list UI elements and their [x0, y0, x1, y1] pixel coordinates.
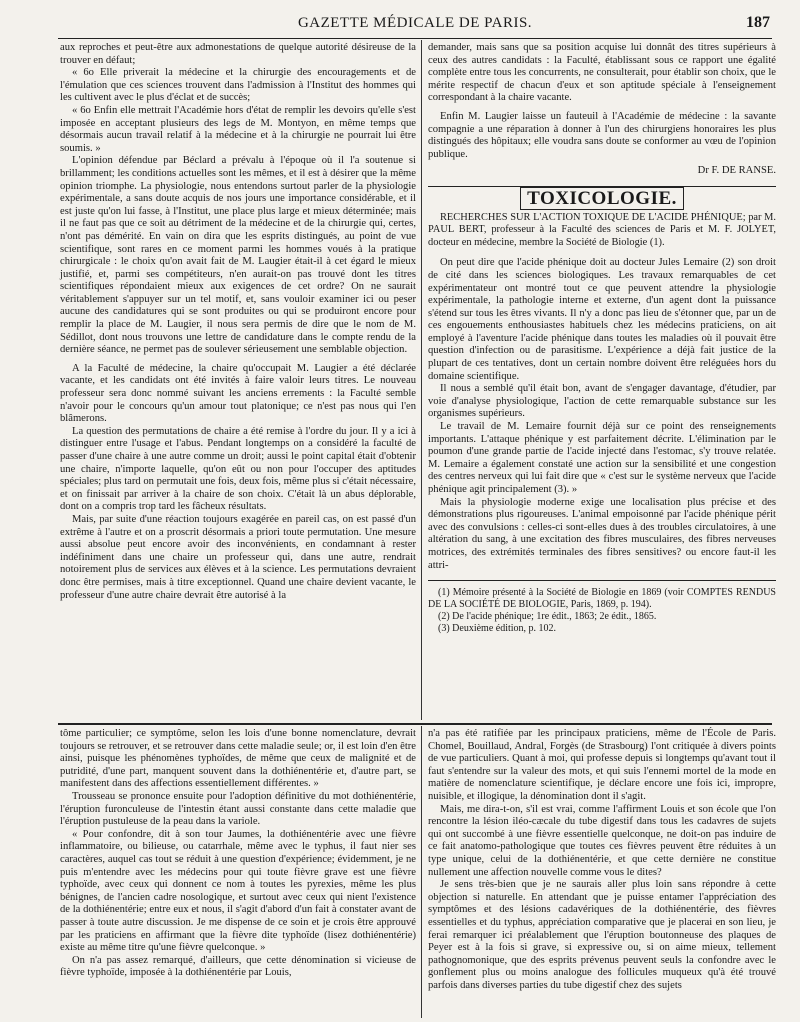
paragraph: Je sens très-bien que je ne saurais aller plus loin sans répondre à cette objection si naturelle. En attendant que je puisse entamer l'appréciation des symptômes et des lésions cadavériques de la dothiénentérie, des fièvres essentielles et du typhus, appréciation comparative que je placerai en son lieu, je ferai remarquer ici préalablement que l'éruption boutonneuse des plaques de Peyer est à la fois si grave, si expressive ou, si on aime mieux, tellement pathognomonique, que des esprits prévenus peuvent seuls la confondre avec le gonflement plus ou moins analogue des follicules muqueux qu'à été trouvé parfois dans diverses parties du tube digestif chez des sujets: [428, 879, 776, 991]
paragraph: « 6o Elle priverait la médecine et la chirurgie des encouragements et de l'émulation que ces sciences trouvent dans l'admission à l'Institut des hommes qui les cultivent avec le plus d'éclat et de succès;: [60, 67, 416, 104]
paragraph: On n'a pas assez remarqué, d'ailleurs, que cette dénomination si vicieuse de fièvre typhoïde, imposée à la dothiénentérie par Louis,: [60, 954, 416, 979]
running-header: [58, 12, 772, 39]
paragraph: demander, mais sans que sa position acquise lui donnât des titres supérieurs à ceux des autres candidats : la Faculté, établissant sous ce rapport une égalité complète entre tous les concurrents, ne consulterait, pour établir son choix, que le mérite respectif de chacun d'eux et son aptitude spéciale à l'enseignement correspondant à la chaire vacante.: [428, 42, 776, 104]
paragraph: Trousseau se prononce ensuite pour l'adoption définitive du mot dothiénentérie, l'éruption furonculeuse de l'intestin étant aussi constante dans cette maladie que l'éruption pustuleuse de la peau dans la variole.: [60, 790, 416, 828]
paragraph: L'opinion défendue par Béclard a prévalu à l'époque où il l'a soutenue si brillamment; les conditions actuelles sont les mêmes, et il est à désirer que la même opinion triomphe. La physiologie, nous entendons surtout parler de la physiologie expérimentale, a sans doute acquis de nos jours une importance considérable, et il est juste qu'on lui fasse, à l'Institut, une place plus large et mieux déterminée; mais il ne faut pas que ce soit au détriment de la médecine et de la chirurgie qui, certes, n'ont pas démérité. En vain on dira que les esprits distingués, au point de vue scientifique, sont rares en ce moment parmi les hommes voués à la pratique chirurgicale : le choix qu'on avait fait de M. Laugier était-il à cet égard le mieux justifié, et, parmi ses compétiteurs, n'en aurait-on pas trouvé dont les titres scientifiques répondaient mieux aux exigences de cet ordre? On ne saurait véritablement s'appuyer sur un tel motif, et, sans vouloir examiner ici ou peser aucune des candidatures qui se sont produites ou qui se produiront encore pour remplir la place de M. Laugier, il nous sera permis de dire que le nom de M. Sédillot, dont nous trouvons une lettre de candidature dans le compte rendu de la dernière séance, ne permet pas de soulever sérieusement une semblable objection.: [60, 155, 416, 356]
author-signature: Dr F. DE RANSE.: [697, 165, 776, 177]
paragraph: tôme particulier; ce symptôme, selon les lois d'une bonne nomenclature, devrait toujours se retrouver, et se retrouver dans cette maladie seule; or, il est loin d'en être ainsi, puisque les phénomènes typhoïdes, de même que ceux de malignité et de putridité, d'une part, manquent souvent dans la dothiénentérie et, d'autre part, se manifestent dans des affections essentiellement différentes. »: [60, 728, 416, 790]
footnote: (3) Deuxième édition, p. 102.: [438, 623, 557, 635]
paragraph: La question des permutations de chaire a été remise à l'ordre du jour. Il y a ici à distinguer entre l'usage et l'abus. Pendant longtemps on a considéré la faculté de passer d'une chaire à une autre comme un droit; aussi le point capital était d'obtenir une chaire, n'importe laquelle, qu'on eût ou non pour l'occuper des aptitudes spéciales; plus tard on permutait une fois, deux fois, même plus si c'était nécessaire, et on finissait par arriver à la chaire de son choix. C'était là un abus déplorable, dont on a compris trop tard les fâcheux résultats.: [60, 425, 416, 513]
paragraph: aux reproches et peut-être aux admonestations de quelque autorité désireuse de la trouver en défaut;: [60, 42, 416, 66]
paragraph: « 6o Enfin elle mettrait l'Académie hors d'état de remplir les devoirs qu'elle s'est imposée en acceptant plusieurs des legs de M. Montyon, en même temps que désormais aucun travail relatif à la médecine et à la chirurgie ne pourrait lui être soumis. »: [60, 104, 416, 154]
paragraph: Enfin M. Laugier laisse un fauteuil à l'Académie de médecine : la savante compagnie a une réparation à donner à l'un des chirurgiens honoraires les plus distingués des hôpitaux; elle voudra sans doute se conformer au vœu de l'opinion publique.: [428, 110, 776, 160]
paragraph: Mais, me dira-t-on, s'il est vrai, comme l'affirment Louis et son école que l'on rencontre la lésion iléo-cæcale du tube digestif dans tous les cadavres de sujets qui ont succombé à une fièvre essentielle quelconque, ne doit-on pas induire de ce fait anatomo-pathologique que toutes ces fièvres peuvent être réduites à un type unique, celui de la dothiénentérie, et que cette dernière ne constitue nullement une affection nouvelle comme vous le dites?: [428, 803, 776, 878]
paragraph: n'a pas été ratifiée par les principaux praticiens, même de l'École de Paris. Chomel, Bouillaud, Andral, Forgès (de Strasbourg) l'ont critiquée à divers points de vue particuliers. Quant à moi, qui professe depuis si longtemps qu'avant tout il faut s'entendre sur la valeur des mots, et qui suis l'ennemi mortel de la mode en matière de nomenclature scientifique, je déclare encore une fois ici, impropre, nuisible, et illogique, la dénomination dont il s'agit.: [428, 728, 776, 802]
column-divider-top: [421, 40, 422, 720]
journal-title: GAZETTE MÉDICALE DE PARIS.: [297, 15, 533, 31]
section-title-text: TOXICOLOGIE.: [520, 187, 684, 210]
paragraph: Mais, par suite d'une réaction toujours exagérée en pareil cas, on est passé d'un extrême à l'autre et on a proscrit désormais a priori toute permutation. Une mesure aussi absolue peut encore avoir des inconvénients, en condamnant à rester indéfiniment dans une chaire un professeur qui, dans une autre, rendrait notoirement plus de services aux élèves et à la science. Les permutations devraient donc être permises, mais à titre exceptionnel. Quand une chaire devient vacante, le professeur d'une autre chaire devrait être autorisé à la: [60, 513, 416, 601]
paragraph: Le travail de M. Lemaire fournit déjà sur ce point des renseignements importants. L'attaque phénique y est parfaitement décrite. L'élimination par le poumon d'une grande partie de l'acide injecté dans l'estomac, s'y trouve relatée. M. Lemaire a également constaté une action sur la sensibilité et une congestion des centres nerveux qui lui fait dire que « c'est sur le système nerveux que l'acide phénique agit principalement (3). »: [428, 421, 776, 495]
paragraph: A la Faculté de médecine, la chaire qu'occupait M. Laugier a été déclarée vacante, et les candidats ont été invités à faire valoir leurs titres. Le nouveau professeur sera donc nommé suivant les anciens errements : la Faculté semble n'avoir pour le concours qu'un amour tout platonique; ce n'est pas nous qui l'en blâmerons.: [60, 362, 416, 425]
footnotes: [428, 580, 776, 635]
article-heading: RECHERCHES SUR L'ACTION TOXIQUE DE L'ACIDE PHÉNIQUE; par M. PAUL BERT, professeur à la Faculté des sciences de Paris et M. F. JOLYET, docteur en médecine, membre la Société de Biologie (1).: [428, 211, 776, 248]
paragraph: On peut dire que l'acide phénique doit au docteur Jules Lemaire (2) son droit de cité dans les sciences biologiques. Les travaux remarquables de cet expérimentateur ont montré tout ce que peuvent attendre la physiologie expérimentale, la pathologie interne et externe, d'un agent dont la puissance s'étend sur tous les êtres vivants. Il n'y a donc pas lieu de s'étonner que, par un de ces engouements enthousiastes habituels chez les médecins praticiens, on ait employé à l'aventure l'acide phénique dans toutes les maladies où il pouvait être question d'infection ou de parasitisme. L'expérience a déjà fait justice de la plupart de ces tentatives, dont un certain nombre doivent être reléguées hors du domaine scientifique.: [428, 257, 776, 382]
footnote: (2) De l'acide phénique; 1re édit., 1863; 2e édit., 1865.: [438, 611, 657, 623]
column-divider-bottom: [421, 726, 422, 1018]
right-column-top: [428, 42, 776, 635]
horizontal-divider: [58, 723, 772, 725]
page-number: 187: [746, 14, 770, 31]
section-heading: [428, 187, 776, 209]
left-column-top: [60, 42, 416, 602]
footnote: (1) Mémoire présenté à la Société de Biologie en 1869 (voir COMPTES RENDUS DE LA SOCIÉTÉ DE BIOLOGIE, Paris, 1869, p. 194).: [428, 587, 776, 611]
paragraph: Il nous a semblé qu'il était bon, avant de s'engager davantage, d'étudier, par voie d'analyse physiologique, l'action de cette remarquable substance sur les organismes supérieurs.: [428, 383, 776, 420]
paragraph: « Pour confondre, dit à son tour Jaumes, la dothiénentérie avec une fièvre inflammatoire, ou bilieuse, ou catarrhale, même avec le typhus, il faut nier ses caractères, auquel cas tout se réduit à une question d'expérience; évidemment, je ne puis m'entendre avec les médecins pour qui toute fièvre grave est une fièvre typhoïde, avec ceux qui donnent ce nom à toutes les pyrexies, même les plus bénignes, de l'ancien cadre nosologique, et surtout avec ceux qui nient l'existence de la dothiénentérie; entre eux et nous, il s'agit d'abord d'un fait à constater avant de passer à toute autre discussion. Je me dispense de ce soin et je crois être approuvé par les praticiens en affirmant que la fièvre dite typhoïde (lisez dothiénentérie) existe au même titre qu'une fièvre quelconque. »: [60, 828, 416, 954]
right-column-bottom: [428, 728, 776, 992]
paragraph: Mais la physiologie moderne exige une localisation plus précise et des démonstrations plus rigoureuses. L'animal empoisonné par l'acide phénique périt avec des convulsions : celles-ci sont-elles dues à des troubles circulatoires, à une altération du sang, à une excitation des fibres musculaires, des fibres nerveuses motrices, des extrémités terminales des fibres sensitives? ou encore faut-il les attri-: [428, 496, 776, 571]
left-column-bottom: [60, 728, 416, 980]
